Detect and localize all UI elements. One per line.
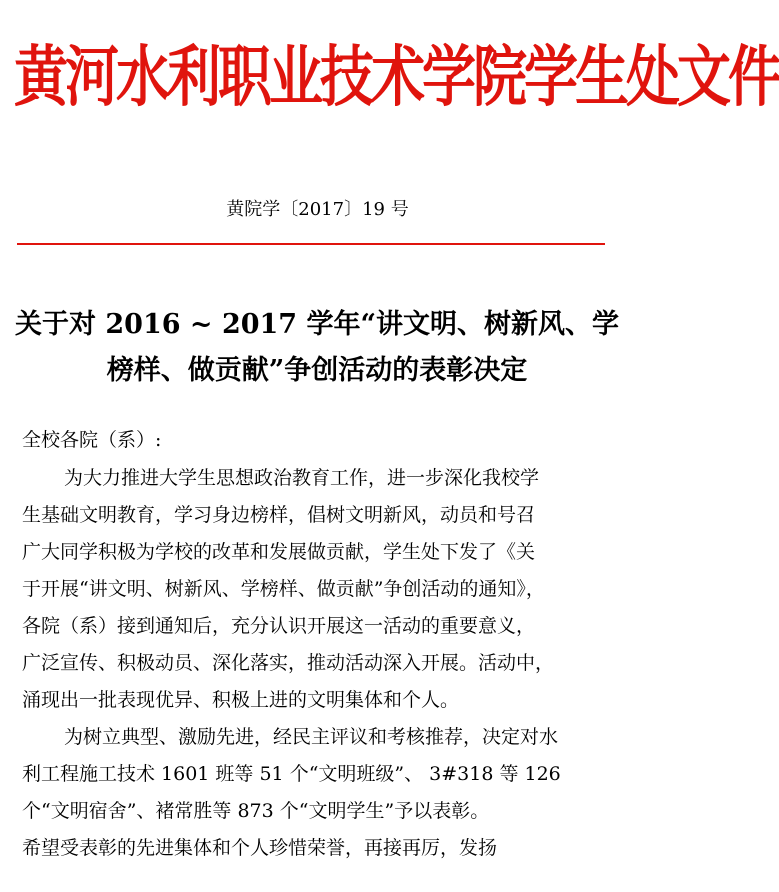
title-line: 关于对 2016 ~ 2017 学年“讲文明、树新风、学 — [14, 309, 620, 340]
red-divider-line — [17, 243, 605, 245]
paragraph-line: 希望受表彰的先进集体和个人珍惜荣誉，再接再厉，发扬 — [22, 837, 498, 859]
paragraph-line: 各院（系）接到通知后，充分认识开展这一活动的重要意义， — [22, 615, 536, 637]
paragraph-2 — [22, 719, 616, 867]
paragraph-line: 广大同学积极为学校的改革和发展做贡献，学生处下发了《关 — [22, 541, 536, 563]
paragraph-line: 涌现出一批表现优异、积极上进的文明集体和个人。 — [22, 689, 460, 711]
salutation: 全校各院（系）: — [22, 429, 162, 451]
paragraph-line: 于开展“讲文明、树新风、学榜样、做贡献”争创活动的通知》， — [22, 578, 545, 600]
paragraph-line: 为树立典型、激励先进，经民主评议和考核推荐，决定对水 — [64, 726, 559, 748]
paragraph-line: 个“文明宿舍”、褚常胜等 873 个“文明学生”予以表彰。 — [22, 800, 490, 822]
paragraph-line: 为大力推进大学生思想政治教育工作，进一步深化我校学 — [64, 467, 540, 489]
document-number: 黄院学〔2017〕19 号 — [226, 199, 409, 220]
document-body — [22, 420, 616, 867]
paragraph-line: 生基础文明教育，学习身边榜样，倡树文明新风，动员和号召 — [22, 504, 536, 526]
document-title — [14, 302, 620, 394]
issuer-header-title: 黄河水利职业技术学院学生处文件 — [14, 37, 779, 116]
paragraph-line: 利工程施工技术 1601 班等 51 个“文明班级”、 3#318 等 126 — [22, 763, 561, 785]
paragraph-1 — [22, 460, 616, 719]
title-line: 榜样、做贡献”争创活动的表彰决定 — [106, 355, 528, 386]
paragraph-line: 广泛宣传、积极动员、深化落实，推动活动深入开展。活动中， — [22, 652, 555, 674]
